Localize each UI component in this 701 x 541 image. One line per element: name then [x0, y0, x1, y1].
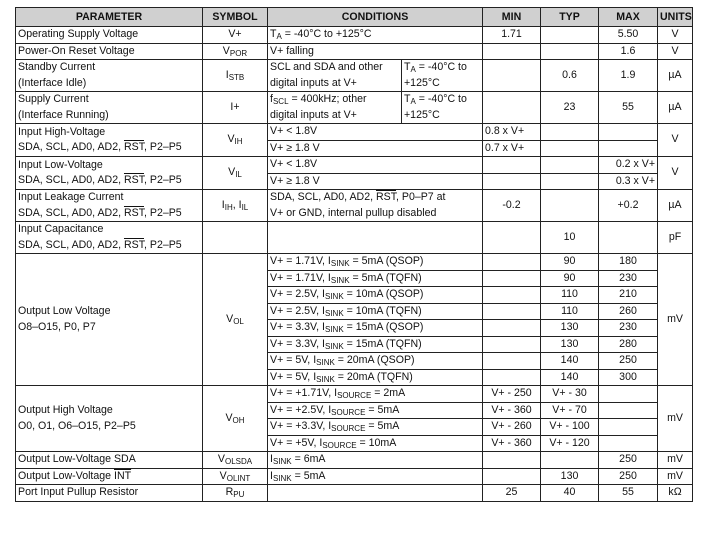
- param-cell: Output Low-Voltage $\overline{INT}$: [16, 468, 203, 485]
- typ-cell: 0.6: [541, 60, 599, 92]
- unit-cell: pF: [658, 222, 693, 254]
- conditions-cell: V+ = 5V, $I_{SINK} = 20mA$ (TQFN): [268, 369, 483, 386]
- conditions-temp-cell: $T_A = -40^\circ C$ to +125°C: [402, 60, 483, 92]
- vol-section: [16, 254, 693, 386]
- conditions-cell: V+ falling: [268, 43, 483, 60]
- min-cell: [483, 468, 541, 485]
- table-row: [16, 92, 693, 124]
- unit-cell: µA: [658, 92, 693, 124]
- unit-cell: kΩ: [658, 485, 693, 502]
- typ-cell: V+ - 100: [541, 419, 599, 436]
- conditions-cell: V+ = +3.3V, $I_{SOURCE} = 5mA$: [268, 419, 483, 436]
- header-symbol: SYMBOL: [203, 8, 268, 27]
- param-cell: Supply Current (Interface Running): [16, 92, 203, 124]
- typ-cell: 90: [541, 254, 599, 271]
- table-row: [16, 157, 693, 174]
- table-row: [16, 485, 693, 502]
- table-row: [16, 222, 693, 254]
- unit-cell: mV: [658, 386, 693, 452]
- param-cell: Output Low Voltage O8–O15, P0, P7: [16, 254, 203, 386]
- min-cell: V+ - 260: [483, 419, 541, 436]
- table-row: [16, 124, 693, 141]
- param-cell: Input Leakage Current SDA, SCL, AD0, AD2, $\overline{RST}$, P2–P5: [16, 190, 203, 222]
- symbol-cell: $I_{STB}$: [203, 60, 268, 92]
- typ-cell: V+ - 30: [541, 386, 599, 403]
- min-cell: [483, 270, 541, 287]
- typ-cell: V+ - 120: [541, 435, 599, 452]
- min-cell: [483, 303, 541, 320]
- typ-cell: [541, 173, 599, 190]
- symbol-cell: $V_{OH}$: [203, 386, 268, 452]
- header-units: UNITS: [658, 8, 693, 27]
- table-row: [16, 386, 693, 403]
- max-cell: [599, 435, 658, 452]
- max-cell: 260: [599, 303, 658, 320]
- conditions-temp-cell: $T_A = -40^\circ C$ to +125°C: [402, 92, 483, 124]
- min-cell: [483, 369, 541, 386]
- symbol-cell: V+: [203, 27, 268, 44]
- conditions-cell: V+ = 2.5V, $I_{SINK} = 10mA$ (TQFN): [268, 303, 483, 320]
- conditions-cell: V+ = 1.71V, $I_{SINK} = 5mA$ (TQFN): [268, 270, 483, 287]
- electrical-characteristics-table: [15, 7, 693, 502]
- typ-cell: 23: [541, 92, 599, 124]
- max-cell: 250: [599, 452, 658, 469]
- param-cell: Input Capacitance SDA, SCL, AD0, AD2, $\overline{RST}$, P2–P5: [16, 222, 203, 254]
- unit-cell: V: [658, 27, 693, 44]
- unit-cell: V: [658, 157, 693, 190]
- symbol-cell: $V_{OL}$: [203, 254, 268, 386]
- max-cell: 0.2 x V+: [599, 157, 658, 174]
- min-cell: V+ - 360: [483, 402, 541, 419]
- conditions-cell: SCL and SDA and other digital inputs at V+: [268, 60, 402, 92]
- max-cell: 230: [599, 270, 658, 287]
- max-cell: 55: [599, 485, 658, 502]
- symbol-cell: $V_{IH}$: [203, 124, 268, 157]
- param-cell: Power-On Reset Voltage: [16, 43, 203, 60]
- min-cell: [483, 60, 541, 92]
- max-cell: 1.6: [599, 43, 658, 60]
- symbol-cell: $V_{OLINT}$: [203, 468, 268, 485]
- symbol-cell: [203, 222, 268, 254]
- table-row: [16, 190, 693, 222]
- min-cell: V+ - 250: [483, 386, 541, 403]
- typ-cell: [541, 190, 599, 222]
- max-cell: 230: [599, 320, 658, 337]
- typ-cell: [541, 452, 599, 469]
- min-cell: [483, 336, 541, 353]
- typ-cell: [541, 157, 599, 174]
- min-cell: [483, 353, 541, 370]
- min-cell: [483, 287, 541, 304]
- max-cell: [599, 419, 658, 436]
- max-cell: [599, 402, 658, 419]
- conditions-cell: V+ ≥ 1.8 V: [268, 173, 483, 190]
- max-cell: 55: [599, 92, 658, 124]
- min-cell: [483, 92, 541, 124]
- symbol-cell: $R_{PU}$: [203, 485, 268, 502]
- param-cell: Standby Current (Interface Idle): [16, 60, 203, 92]
- conditions-cell: $f_{SCL} = 400kHz$; other digital inputs at V+: [268, 92, 402, 124]
- unit-cell: mV: [658, 254, 693, 386]
- conditions-cell: V+ = 2.5V, $I_{SINK} = 10mA$ (QSOP): [268, 287, 483, 304]
- symbol-cell: $V_{IL}$: [203, 157, 268, 190]
- typ-cell: 10: [541, 222, 599, 254]
- min-cell: [483, 222, 541, 254]
- conditions-cell: $I_{SINK} = 5mA$: [268, 468, 483, 485]
- max-cell: 250: [599, 468, 658, 485]
- max-cell: 180: [599, 254, 658, 271]
- min-cell: [483, 320, 541, 337]
- param-cell: Port Input Pullup Resistor: [16, 485, 203, 502]
- max-cell: [599, 222, 658, 254]
- min-cell: 1.71: [483, 27, 541, 44]
- typ-cell: [541, 27, 599, 44]
- table-row: [16, 468, 693, 485]
- max-cell: 1.9: [599, 60, 658, 92]
- typ-cell: 130: [541, 320, 599, 337]
- typ-cell: 130: [541, 468, 599, 485]
- conditions-cell: V+ = +2.5V, $I_{SOURCE} = 5mA$: [268, 402, 483, 419]
- header-row: [16, 8, 693, 27]
- conditions-cell: V+ = +5V, $I_{SOURCE} = 10mA$: [268, 435, 483, 452]
- param-cell: Input High-Voltage SDA, SCL, AD0, AD2, $\overline{RST}$, P2–P5: [16, 124, 203, 157]
- symbol-cell: I+: [203, 92, 268, 124]
- conditions-cell: [268, 485, 483, 502]
- typ-cell: 110: [541, 303, 599, 320]
- max-cell: +0.2: [599, 190, 658, 222]
- min-cell: [483, 173, 541, 190]
- voh-section: [16, 386, 693, 452]
- typ-cell: 140: [541, 369, 599, 386]
- min-cell: [483, 452, 541, 469]
- typ-cell: V+ - 70: [541, 402, 599, 419]
- conditions-cell: V+ = 1.71V, $I_{SINK} = 5mA$ (QSOP): [268, 254, 483, 271]
- param-cell: Input Low-Voltage SDA, SCL, AD0, AD2, $\overline{RST}$, P2–P5: [16, 157, 203, 190]
- unit-cell: mV: [658, 452, 693, 469]
- header-max: MAX: [599, 8, 658, 27]
- conditions-cell: V+ = 3.3V, $I_{SINK} = 15mA$ (QSOP): [268, 320, 483, 337]
- conditions-cell: V+ < 1.8V: [268, 124, 483, 141]
- max-cell: 5.50: [599, 27, 658, 44]
- conditions-cell: V+ = 3.3V, $I_{SINK} = 15mA$ (TQFN): [268, 336, 483, 353]
- max-cell: 280: [599, 336, 658, 353]
- max-cell: 300: [599, 369, 658, 386]
- conditions-cell: V+ ≥ 1.8 V: [268, 140, 483, 157]
- unit-cell: V: [658, 124, 693, 157]
- unit-cell: µA: [658, 60, 693, 92]
- min-cell: 0.7 x V+: [483, 140, 541, 157]
- conditions-cell: $T_A = -40^\circ C$ to +125°C: [268, 27, 483, 44]
- max-cell: [599, 124, 658, 141]
- max-cell: 210: [599, 287, 658, 304]
- typ-cell: [541, 124, 599, 141]
- typ-cell: 110: [541, 287, 599, 304]
- typ-cell: [541, 43, 599, 60]
- table-row: [16, 27, 693, 44]
- typ-cell: 130: [541, 336, 599, 353]
- typ-cell: [541, 140, 599, 157]
- symbol-cell: $V_{OLSDA}$: [203, 452, 268, 469]
- unit-cell: µA: [658, 190, 693, 222]
- conditions-cell: V+ = +1.71V, $I_{SOURCE} = 2mA$: [268, 386, 483, 403]
- param-cell: Output Low-Voltage SDA: [16, 452, 203, 469]
- table-row: [16, 60, 693, 92]
- conditions-cell: $I_{SINK} = 6mA$: [268, 452, 483, 469]
- unit-cell: mV: [658, 468, 693, 485]
- min-cell: [483, 254, 541, 271]
- min-cell: [483, 157, 541, 174]
- unit-cell: V: [658, 43, 693, 60]
- max-cell: [599, 140, 658, 157]
- min-cell: 0.8 x V+: [483, 124, 541, 141]
- table-row: [16, 452, 693, 469]
- typ-cell: 140: [541, 353, 599, 370]
- max-cell: 250: [599, 353, 658, 370]
- max-cell: [599, 386, 658, 403]
- conditions-cell: SDA, SCL, AD0, AD2, $\overline{RST}$, P0–P7 at V+ or GND, internal pullup disabled: [268, 190, 483, 222]
- typ-cell: 90: [541, 270, 599, 287]
- conditions-cell: [268, 222, 483, 254]
- symbol-cell: $I_{IH}$, $I_{IL}$: [203, 190, 268, 222]
- table-row: [16, 43, 693, 60]
- param-cell: Output High Voltage O0, O1, O6–O15, P2–P5: [16, 386, 203, 452]
- max-cell: 0.3 x V+: [599, 173, 658, 190]
- header-min: MIN: [483, 8, 541, 27]
- min-cell: V+ - 360: [483, 435, 541, 452]
- min-cell: -0.2: [483, 190, 541, 222]
- min-cell: 25: [483, 485, 541, 502]
- table-row: [16, 254, 693, 271]
- param-cell: Operating Supply Voltage: [16, 27, 203, 44]
- conditions-cell: V+ < 1.8V: [268, 157, 483, 174]
- min-cell: [483, 43, 541, 60]
- conditions-cell: V+ = 5V, $I_{SINK} = 20mA$ (QSOP): [268, 353, 483, 370]
- header-parameter: PARAMETER: [16, 8, 203, 27]
- header-typ: TYP: [541, 8, 599, 27]
- typ-cell: 40: [541, 485, 599, 502]
- header-conditions: CONDITIONS: [268, 8, 483, 27]
- symbol-cell: $V_{POR}$: [203, 43, 268, 60]
